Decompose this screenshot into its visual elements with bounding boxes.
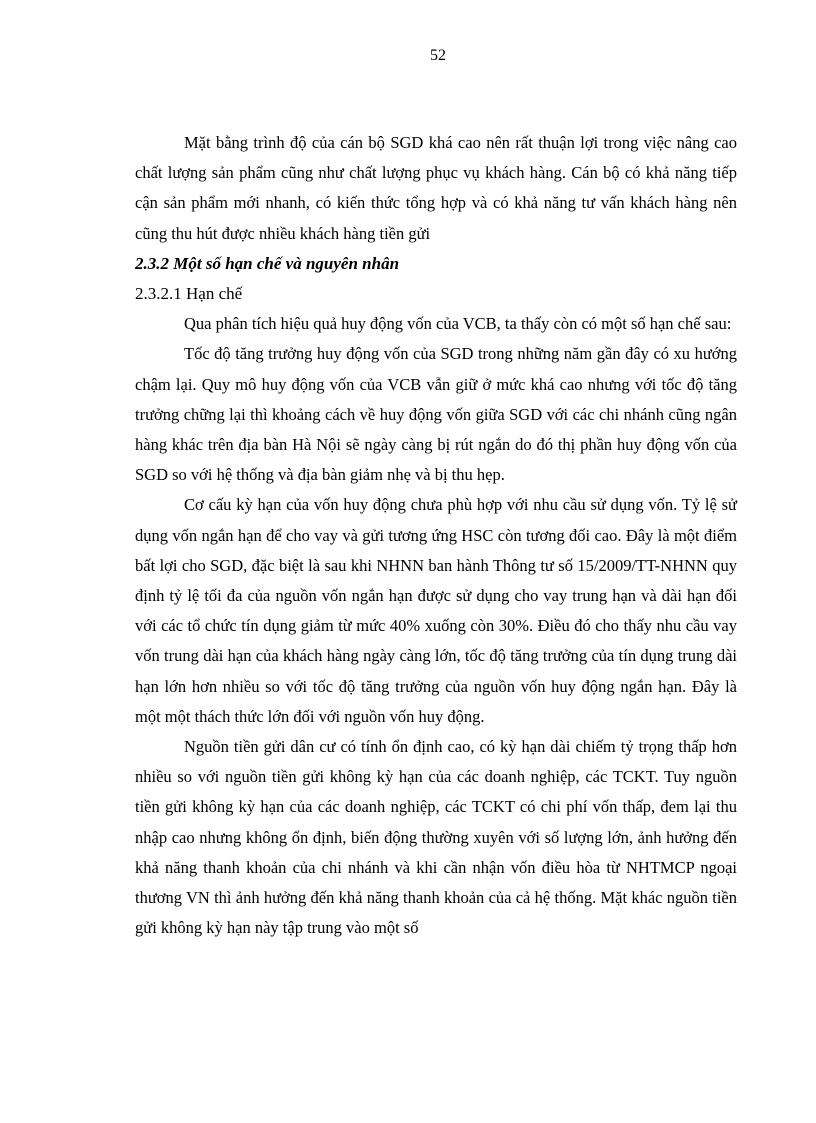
document-body xyxy=(135,128,737,943)
paragraph: Cơ cấu kỳ hạn của vốn huy động chưa phù hợp với nhu cầu sử dụng vốn. Tỷ lệ sử dụng vốn ngắn hạn để cho vay và gửi tương ứng HSC còn tương đối cao. Đây là một điểm bất lợi cho SGD, đặc biệt là sau khi NHNN ban hành Thông tư số 15/2009/TT-NHNN quy định tỷ lệ tối đa của nguồn vốn ngắn hạn được sử dụng cho vay trung hạn và dài hạn đối với các tổ chức tín dụng giảm từ mức 40% xuống còn 30%. Điều đó cho thấy nhu cầu vay vốn trung dài hạn của khách hàng ngày càng lớn, tốc độ tăng trưởng của tín dụng trung dài hạn lớn hơn nhiều so với tốc độ tăng trưởng của nguồn vốn huy động ngắn hạn. Đây là một một thách thức lớn đối với nguồn vốn huy động. xyxy=(135,495,737,726)
page-number: 52 xyxy=(430,47,446,64)
paragraph: Qua phân tích hiệu quả huy động vốn của VCB, ta thấy còn có một số hạn chế sau: xyxy=(184,314,732,334)
paragraph: Tốc độ tăng trưởng huy động vốn của SGD trong những năm gần đây có xu hướng chậm lại. Quy mô huy động vốn của VCB vẫn giữ ở mức khá cao nhưng với tốc độ tăng trưởng chững lại thì khoảng cách về huy động vốn giữa SGD với các chi nhánh cũng ngân hàng khác trên địa bàn Hà Nội sẽ ngày càng bị rút ngắn do đó thị phần huy động vốn của SGD so với hệ thống và địa bàn giảm nhẹ và bị thu hẹp. xyxy=(135,344,737,485)
subsection-heading: 2.3.2.1 Hạn chế xyxy=(135,284,243,304)
intro-paragraph: Mặt bằng trình độ của cán bộ SGD khá cao nên rất thuận lợi trong việc nâng cao chất lượng sản phẩm cũng như chất lượng phục vụ khách hàng. Cán bộ có khả năng tiếp cận sản phẩm mới nhanh, có kiến thức tổng hợp và có khả năng tư vấn khách hàng nên cũng thu hút được nhiều khách hàng tiền gửi xyxy=(135,133,737,243)
section-heading: 2.3.2 Một số hạn chế và nguyên nhân xyxy=(135,253,400,273)
paragraph: Nguồn tiền gửi dân cư có tính ổn định cao, có kỳ hạn dài chiếm tỷ trọng thấp hơn nhiều so với nguồn tiền gửi không kỳ hạn của các doanh nghiệp, các TCKT. Tuy nguồn tiền gửi không kỳ hạn của các doanh nghiệp, các TCKT có chi phí vốn thấp, đem lại thu nhập cao nhưng không ổn định, biến động thường xuyên với số lượng lớn, ảnh hưởng đến khả năng thanh khoản của chi nhánh và khi cần nhận vốn điều hòa từ NHTMCP ngoại thương VN thì ảnh hưởng đến khả năng thanh khoản của cả hệ thống. Mặt khác nguồn tiền gửi không kỳ hạn này tập trung vào một số xyxy=(135,737,737,938)
